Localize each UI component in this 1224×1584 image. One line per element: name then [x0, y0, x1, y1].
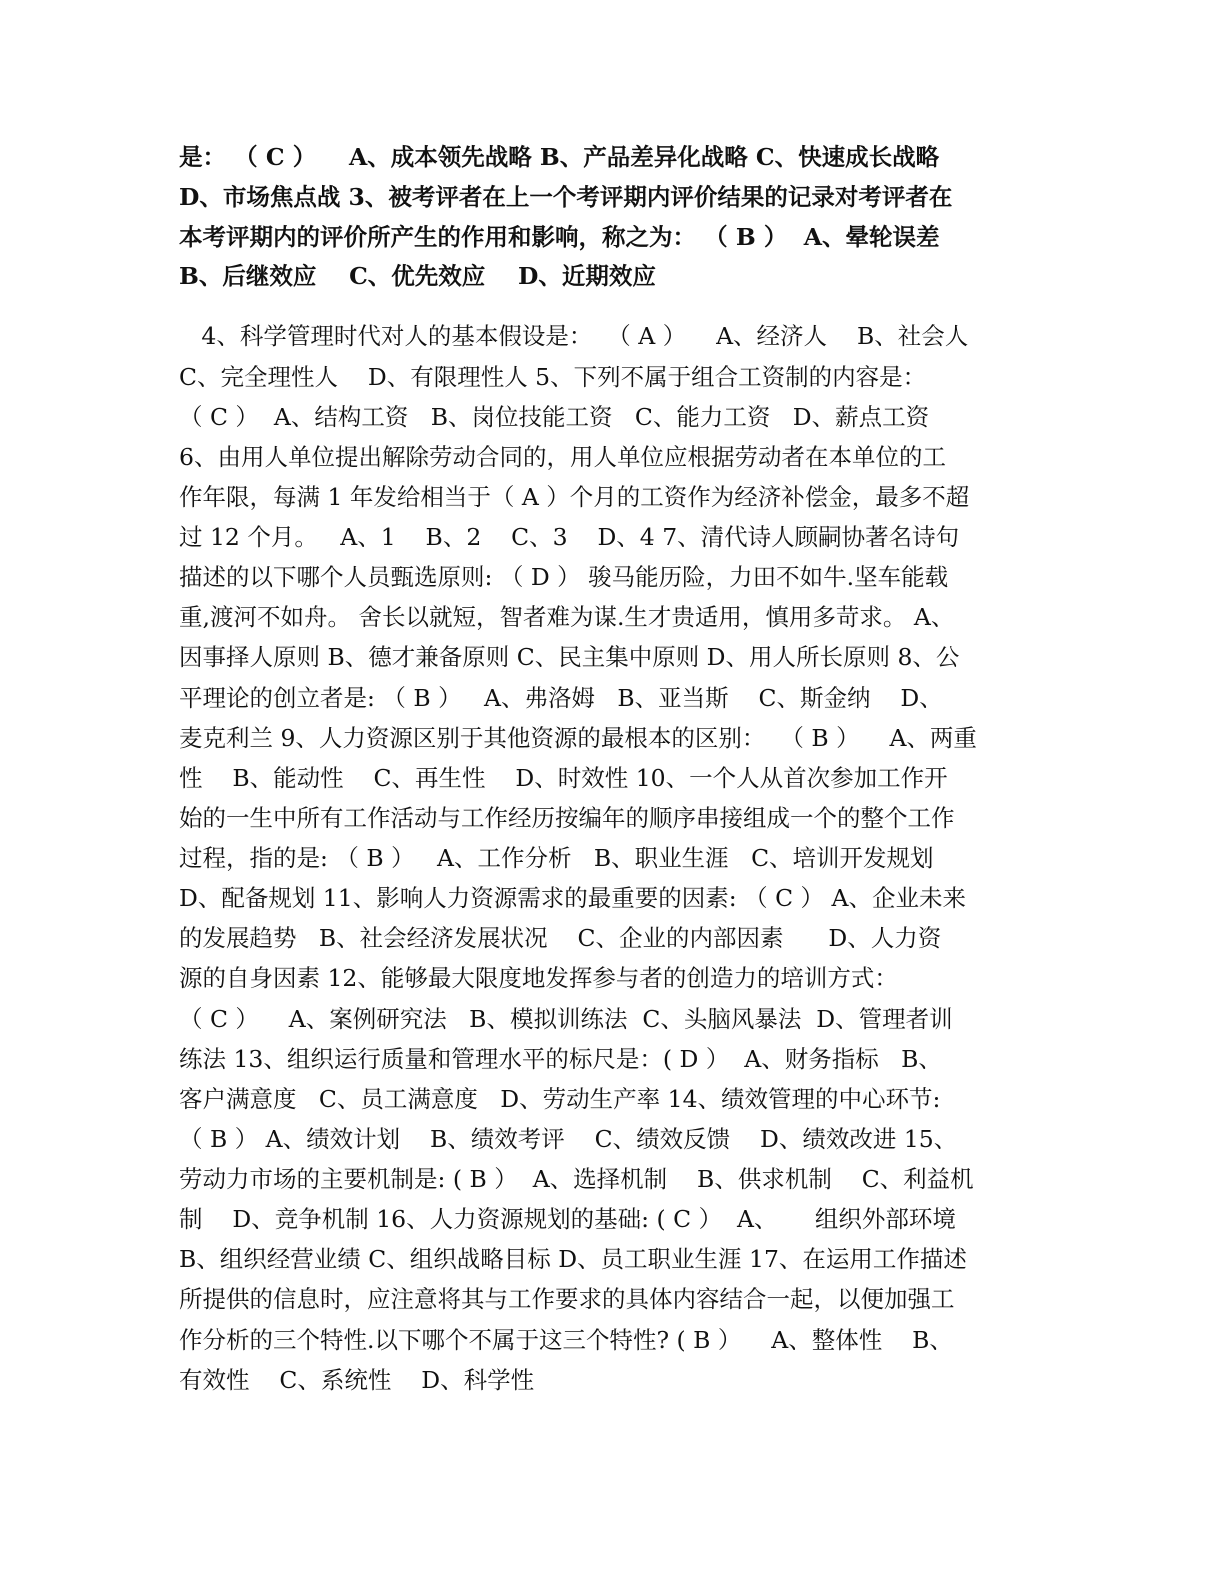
text-line: 劳动力市场的主要机制是: ( B ） A、选择机制 B、供求机制 C、利益机 [179, 1165, 974, 1193]
text-line: 作分析的三个特性.以下哪个不属于这三个特性? ( B ） A、整体性 B、 [179, 1326, 953, 1354]
text-line: （ C ） A、结构工资 B、岗位技能工资 C、能力工资 D、薪点工资 [179, 403, 930, 431]
text-line: 客户满意度 C、员工满意度 D、劳动生产率 14、绩效管理的中心环节: [179, 1085, 941, 1113]
text-line: 有效性 C、系统性 D、科学性 [179, 1366, 535, 1394]
text-line: 过 12 个月。 A、1 B、2 C、3 D、4 7、清代诗人顾嗣协著名诗句 [179, 523, 960, 551]
text-line: 过程，指的是: （ B ） A、工作分析 B、职业生涯 C、培训开发规划 [179, 844, 934, 872]
text-line: （ C ） A、案例研究法 B、模拟训练法 C、头脑风暴法 D、管理者训 [179, 1005, 953, 1033]
text-line: C、完全理性人 D、有限理性人 5、下列不属于组合工资制的内容是： [179, 363, 927, 391]
text-line: B、后继效应 C、优先效应 D、近期效应 [179, 262, 656, 290]
text-line: 所提供的信息时，应注意将其与工作要求的具体内容结合一起，以便加强工 [179, 1285, 955, 1313]
text-line: 的发展趋势 B、社会经济发展状况 C、企业的内部因素 D、人力资 [179, 924, 942, 952]
text-line: 制 D、竞争机制 16、人力资源规划的基础: ( C ） A、 组织外部环境 [179, 1205, 956, 1233]
text-line: （ B ） A、绩效计划 B、绩效考评 C、绩效反馈 D、绩效改进 15、 [179, 1125, 958, 1153]
text-line: 练法 13、组织运行质量和管理水平的标尺是：( D ） A、财务指标 B、 [179, 1045, 942, 1073]
text-line: 麦克利兰 9、人力资源区别于其他资源的最根本的区别： （ B ） A、两重 [179, 724, 977, 752]
text-line: 因事择人原则 B、德才兼备原则 C、民主集中原则 D、用人所长原则 8、公 [179, 643, 960, 671]
text-line: 源的自身因素 12、能够最大限度地发挥参与者的创造力的培训方式： [179, 964, 898, 992]
text-line: 6、由用人单位提出解除劳动合同的，用人单位应根据劳动者在本单位的工 [179, 443, 946, 471]
text-line: D、市场焦点战 3、被考评者在上一个考评期内评价结果的记录对考评者在 [179, 183, 953, 211]
text-line: 作年限，每满 1 年发给相当于（ A ）个月的工资作为经济补偿金，最多不超 [179, 483, 970, 511]
text-line: B、组织经营业绩 C、组织战略目标 D、员工职业生涯 17、在运用工作描述 [179, 1245, 967, 1273]
text-line: 性 B、能动性 C、再生性 D、时效性 10、一个人从首次参加工作开 [179, 764, 948, 792]
text-line: 描述的以下哪个人员甄选原则: （ D ） 骏马能历险，力田不如牛.坚车能载 [179, 563, 949, 591]
text-line: 4、科学管理时代对人的基本假设是： （ A ） A、经济人 B、社会人 [179, 322, 969, 350]
text-line: 是： （ C ） A、成本领先战略 B、产品差异化战略 C、快速成长战略 [179, 143, 940, 171]
text-line: 重,渡河不如舟。 舍长以就短，智者难为谋.生才贵适用，慎用多苛求。 A、 [179, 603, 955, 631]
text-line: 始的一生中所有工作活动与工作经历按编年的顺序串接组成一个的整个工作 [179, 804, 955, 832]
text-line: D、配备规划 11、影响人力资源需求的最重要的因素: （ C ） A、企业未来 [179, 884, 966, 912]
text-line: 本考评期内的评价所产生的作用和影响，称之为： （ B ） A、晕轮误差 [179, 223, 940, 251]
text-line: 平理论的创立者是: （ B ） A、弗洛姆 B、亚当斯 C、斯金纳 D、 [179, 684, 943, 712]
